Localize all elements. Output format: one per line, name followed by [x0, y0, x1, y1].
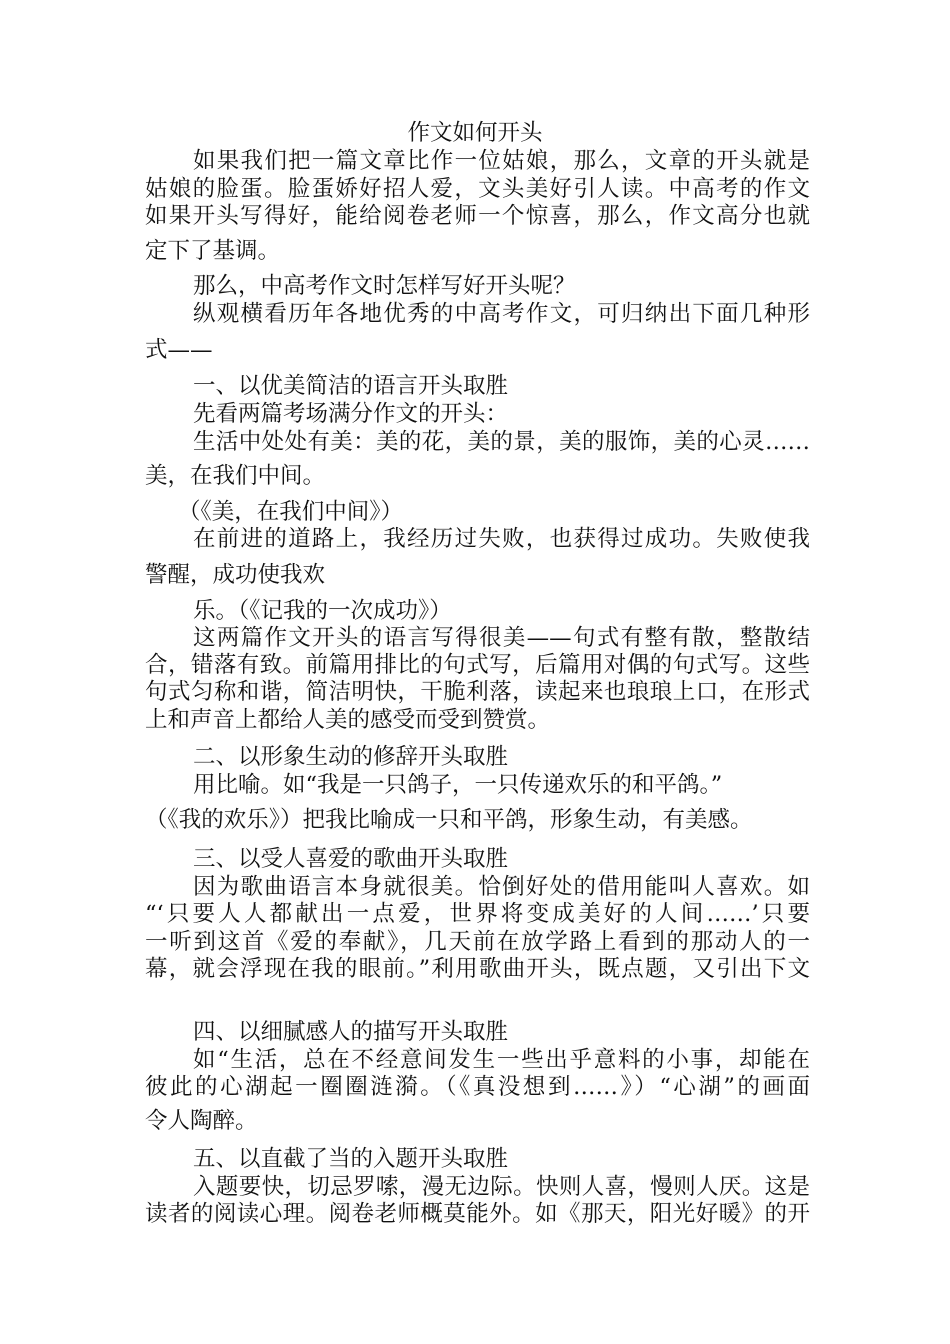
- text-line: 生活中处处有美：美的花，美的景，美的服饰，美的心灵……: [193, 429, 810, 455]
- text-line: 幕，就会浮现在我的眼前。”利用歌曲开头，既点题，又引出下文: [145, 956, 810, 982]
- text-line: 警醒，成功使我欢: [145, 562, 326, 588]
- text-line: 定下了基调。: [145, 238, 281, 264]
- text-line: “‘只要人人都献出一点爱，世界将变成美好的人间……’只要: [145, 901, 810, 927]
- text-line: 先看两篇考场满分作文的开头：: [193, 401, 509, 427]
- text-line: 彼此的心湖起一圈圈涟漪。（《真没想到……》）“心湖”的画面: [145, 1074, 810, 1100]
- text-line: （《美，在我们中间》）: [178, 499, 404, 525]
- section-heading: 五、以直截了当的入题开头取胜: [193, 1146, 509, 1172]
- text-line: 句式匀称和谐，简洁明快，干脆利落，读起来也琅琅上口，在形式: [145, 679, 810, 705]
- text-line: 上和声音上都给人美的感受而受到赞赏。: [145, 707, 551, 733]
- text-line: 这两篇作文开头的语言写得很美——句式有整有散，整散结: [193, 625, 810, 651]
- text-line: 乐。（《记我的一次成功》）: [193, 598, 452, 624]
- text-line: 如“生活，总在不经意间发生一些出乎意料的小事，却能在: [193, 1047, 810, 1073]
- text-line: 合，错落有致。前篇用排比的句式写，后篇用对偶的句式写。这些: [145, 652, 810, 678]
- text-line: 式——: [145, 337, 213, 363]
- text-line: 一听到这首《爱的奉献》，几天前在放学路上看到的那动人的一: [145, 929, 810, 955]
- text-line: 读者的阅读心理。阅卷老师概莫能外。如《那天，阳光好暖》的开: [145, 1201, 810, 1227]
- section-heading: 四、以细腻感人的描写开头取胜: [193, 1019, 509, 1045]
- text-line: 如果开头写得好，能给阅卷老师一个惊喜，那么，作文高分也就: [145, 203, 810, 229]
- text-line: 因为歌曲语言本身就很美。恰倒好处的借用能叫人喜欢。如: [193, 874, 810, 900]
- page-title: 作文如何开头: [407, 120, 543, 146]
- text-line: 姑娘的脸蛋。脸蛋娇好招人爱，文头美好引人读。中高考的作文: [145, 176, 810, 202]
- text-line: 美，在我们中间。: [145, 463, 326, 489]
- section-heading: 二、以形象生动的修辞开头取胜: [193, 744, 509, 770]
- section-heading: 一、以优美简洁的语言开头取胜: [193, 373, 509, 399]
- text-line: 如果我们把一篇文章比作一位姑娘，那么，文章的开头就是: [193, 148, 810, 174]
- text-line: 纵观横看历年各地优秀的中高考作文，可归纳出下面几种形: [193, 301, 810, 327]
- text-line: 用比喻。如“我是一只鸽子，一只传递欢乐的和平鸽。”: [193, 772, 723, 798]
- section-heading: 三、以受人喜爱的歌曲开头取胜: [193, 846, 509, 872]
- text-line: 入题要快，切忌罗嗦，漫无边际。快则人喜，慢则人厌。这是: [193, 1174, 810, 1200]
- text-line: （《我的欢乐》）把我比喻成一只和平鸽，形象生动，有美感。: [145, 807, 753, 833]
- text-line: 在前进的道路上，我经历过失败，也获得过成功。失败使我: [193, 526, 810, 552]
- text-line: 令人陶醉。: [145, 1108, 258, 1134]
- text-line: 那么，中高考作文时怎样写好开头呢？: [193, 273, 576, 299]
